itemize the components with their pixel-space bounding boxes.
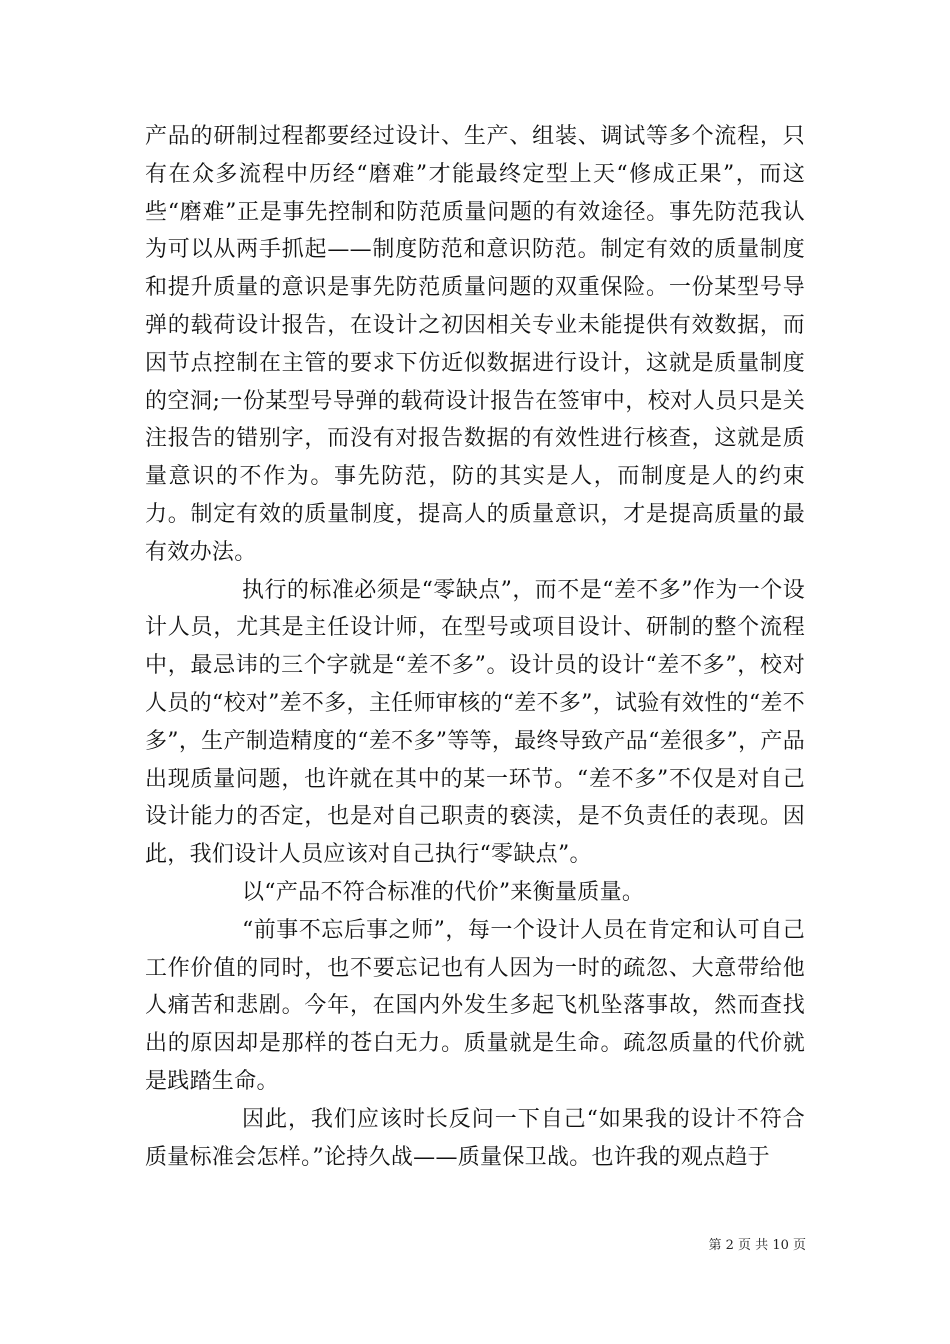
page-number: 第 2 页 共 10 页: [708, 1238, 806, 1253]
document-body: [145, 118, 805, 1176]
paragraph-reflection: 因此，我们应该时长反问一下自己“如果我的设计不符合质量标准会怎样。”论持久战——质量保卫战。也许我的观点趋于: [145, 1106, 805, 1170]
paragraph-zero-defect: 执行的标准必须是“零缺点”，而不是“差不多”作为一个设计人员，尤其是主任设计师，在型号或项目设计、研制的整个流程中，最忌讳的三个字就是“差不多”。设计员的设计“差不多”，校对人员的“校对”差不多，主任师审核的“差不多”，试验有效性的“差不多”，生产制造精度的“差不多”等等，最终导致产品“差很多”，产品出现质量问题，也许就在其中的某一环节。“差不多”不仅是对自己设计能力的否定，也是对自己职责的亵渎，是不负责任的表现。因此，我们设计人员应该对自己执行“零缺点”。: [145, 577, 805, 868]
paragraph-cost-of-quality: 以“产品不符合标准的代价”来衡量质量。: [242, 879, 645, 905]
paragraph-lessons: “前事不忘后事之师”，每一个设计人员在肯定和认可自己工作价值的同时，也不要忘记也有人因为一时的疏忽、大意带给他人痛苦和悲剧。今年，在国内外发生多起飞机坠落事故，然而查找出的原因却是那样的苍白无力。质量就是生命。疏忽质量的代价就是践踏生命。: [145, 917, 805, 1094]
paragraph-prevention: 产品的研制过程都要经过设计、生产、组装、调试等多个流程，只有在众多流程中历经“磨难”才能最终定型上天“修成正果”，而这些“磨难”正是事先控制和防范质量问题的有效途径。事先防范我认为可以从两手抓起——制度防范和意识防范。制定有效的质量制度和提升质量的意识是事先防范质量问题的双重保险。一份某型号导弹的载荷设计报告，在设计之初因相关专业未能提供有效数据，而因节点控制在主管的要求下仿近似数据进行设计，这就是质量制度的空洞;一份某型号导弹的载荷设计报告在签审中，校对人员只是关注报告的错别字，而没有对报告数据的有效性进行核查，这就是质量意识的不作为。事先防范，防的其实是人，而制度是人的约束力。制定有效的质量制度，提高人的质量意识，才是提高质量的最有效办法。: [145, 124, 805, 565]
